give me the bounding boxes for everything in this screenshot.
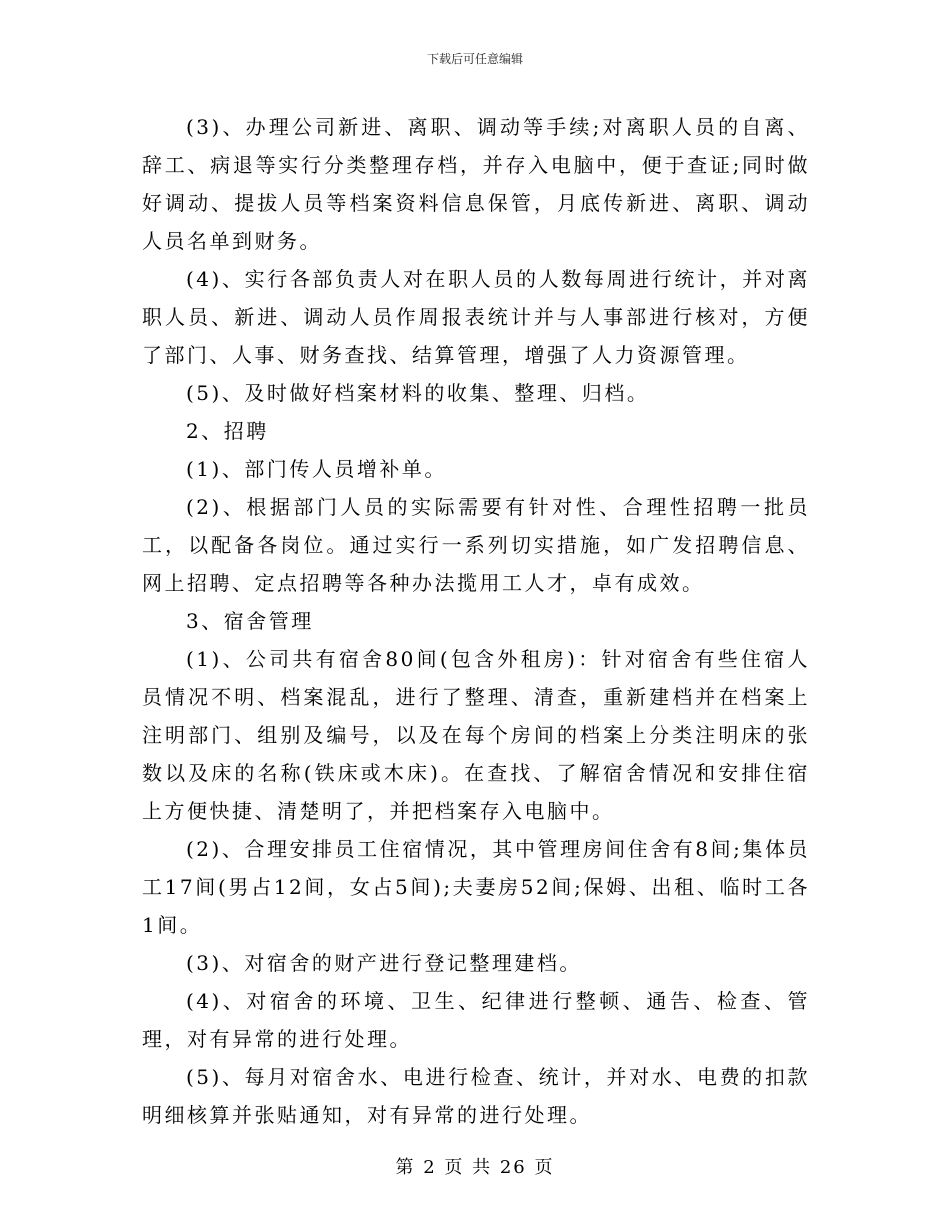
paragraph: (1)、公司共有宿舍80间(包含外租房)：针对宿舍有些住宿人员情况不明、档案混乱，进行了整理、清查，重新建档并在档案上注明部门、组别及编号，以及在每个房间的档案上分类注明床的张数以及床的名称(铁床或木床)。在查找、了解宿舍情况和安排住宿上方便快捷、清楚明了，并把档案存入电脑中。 <box>142 647 810 823</box>
header-note: 下载后可任意编辑 <box>426 52 523 66</box>
paragraph: (3)、办理公司新进、离职、调动等手续;对离职人员的自离、辞工、病退等实行分类整理存档，并存入电脑中，便于查证;同时做好调动、提拔人员等档案资料信息保管，月底传新进、离职、调动人员名单到财务。 <box>142 115 810 253</box>
paragraph: (3)、对宿舍的财产进行登记整理建档。 <box>186 951 582 975</box>
paragraph: (2)、根据部门人员的实际需要有针对性、合理性招聘一批员工，以配备各岗位。通过实行一系列切实措施，如广发招聘信息、网上招聘、定点招聘等各种办法揽用工人才，卓有成效。 <box>142 495 810 595</box>
paragraph: (5)、每月对宿舍水、电进行检查、统计，并对水、电费的扣款明细核算并张贴通知，对有异常的进行处理。 <box>142 1065 810 1127</box>
document-body <box>142 108 810 1134</box>
paragraph: (4)、实行各部负责人对在职人员的人数每周进行统计，并对离职人员、新进、调动人员作周报表统计并与人事部进行核对，方便了部门、人事、财务查找、结算管理，增强了人力资源管理。 <box>142 267 810 367</box>
paragraph: (1)、部门传人员增补单。 <box>186 457 447 481</box>
section-heading: 3、宿舍管理 <box>186 609 314 633</box>
paragraph: (2)、合理安排员工住宿情况，其中管理房间住舍有8间;集体员工17间(男占12间，女占5间);夫妻房52间;保姆、出租、临时工各1间。 <box>142 837 810 937</box>
page-number: 第 2 页 共 26 页 <box>395 1157 555 1178</box>
paragraph: (4)、对宿舍的环境、卫生、纪律进行整顿、通告、检查、管理，对有异常的进行处理。 <box>142 989 810 1051</box>
section-heading: 2、招聘 <box>186 419 269 443</box>
paragraph: (5)、及时做好档案材料的收集、整理、归档。 <box>186 381 650 405</box>
